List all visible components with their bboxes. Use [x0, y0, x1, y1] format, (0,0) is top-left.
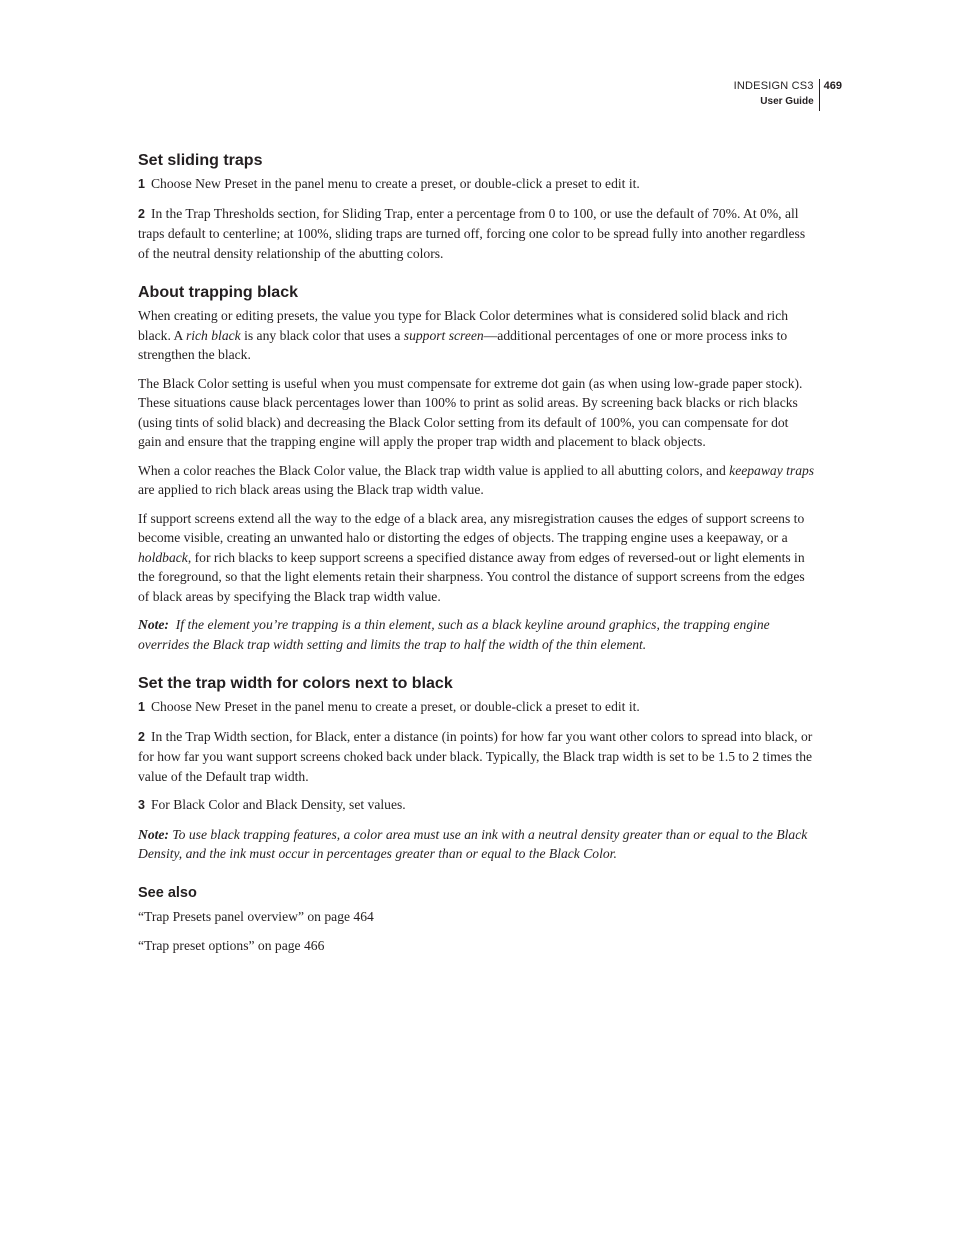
running-head-titles [734, 79, 820, 111]
paragraph [138, 461, 815, 500]
note [138, 615, 815, 654]
term-holdback: holdback [138, 549, 188, 565]
step [138, 174, 815, 195]
section-sliding-traps [138, 150, 815, 263]
paragraph [138, 509, 815, 607]
step-text: In the Trap Width section, for Black, enter a distance (in points) for how far you want other colors to spread into black, or for how far you want support screens choked back under black. Typically, the Black trap width is set to be 1.5 to 2 times the value of the Default trap width. [138, 728, 813, 784]
text-run: , for rich blacks to keep support screens a specified distance away from edges of reversed-out or light elements in the foreground, so that the light elements retain their sharpness. You control the distance of support screens from the edges of black areas by specifying the Black trap width value. [138, 549, 805, 604]
step [138, 204, 815, 264]
text-run: If support screens extend all the way to the edge of a black area, any misregistration causes the edges of support screens to become visible, creating an unwanted halo or distorting the edges of objects. The trapping engine uses a keepaway, or a [138, 510, 805, 545]
term-support-screen: support screen [403, 327, 484, 343]
step [138, 795, 815, 816]
term-keepaway-traps: keepaway traps [729, 462, 815, 478]
page-content [138, 150, 815, 966]
note-label: Note: [138, 617, 169, 632]
step [138, 697, 815, 718]
text-run: is any black color that uses a [240, 327, 404, 343]
step-text: For Black Color and Black Density, set values. [150, 797, 406, 812]
note-text: To use black trapping features, a color area must use an ink with a neutral density greater than or equal to the Black Density, and the ink must occur in percentages greater than or equal to the Black Color. [138, 826, 808, 861]
text-run: When a color reaches the Black Color value, the Black trap width value is applied to all abutting colors, and [138, 462, 730, 478]
product-name: INDESIGN CS3 [733, 80, 814, 92]
paragraph: The Black Color setting is useful when you must compensate for extreme dot gain (as when using low-grade paper stock). These situations cause black percentages lower than 100% to print as solid areas. By screening back blacks or rich blacks (using tints of solid black) and decreasing the Black Color setting from its default of 100%, you can compensate for dot gain and ensure that the trapping engine will apply the proper trap width and placement to black objects. [138, 375, 803, 449]
step-text: Choose New Preset in the panel menu to create a preset, or double-click a preset to edit it. [150, 176, 640, 191]
note [138, 825, 815, 864]
note-text: If the element you’re trapping is a thin element, such as a black keyline around graphics, the trapping engine overrides the Black trap width setting and limits the trap to half the width of the thin element. [138, 617, 770, 652]
text-run: —additional percentages of one or more process inks to strengthen the black. [138, 327, 788, 362]
term-rich-black: rich black [185, 327, 241, 343]
step [138, 727, 815, 787]
guide-name: User Guide [760, 96, 814, 107]
step-number: 2 [138, 206, 145, 221]
text-run: are applied to rich black areas using the Black trap width value. [138, 482, 484, 497]
section-see-also [138, 883, 815, 956]
step-number: 3 [138, 798, 145, 812]
step-text: Choose New Preset in the panel menu to create a preset, or double-click a preset to edit it. [150, 699, 640, 714]
heading-see-also: See also [138, 884, 197, 901]
text-run: When creating or editing presets, the value you type for Black Color determines what is considered solid black and rich black. A [138, 308, 789, 343]
cross-reference-link[interactable]: “Trap Presets panel overview” on page 464 [138, 908, 374, 924]
heading-trap-width-black: Set the trap width for colors next to black [138, 675, 453, 692]
step-text: In the Trap Thresholds section, for Sliding Trap, enter a percentage from 0 to 100, or use the default of 70%. At 0%, all traps default to centerline; at 100%, sliding traps are turned off, forcing one color to be spread fully into another regardless of the neutral density relationship of the abutting colors. [138, 205, 806, 261]
section-about-trapping-black [138, 282, 815, 654]
step-number: 1 [138, 177, 145, 191]
step-number: 1 [138, 700, 145, 714]
paragraph [138, 306, 815, 365]
section-trap-width-black [138, 673, 815, 864]
page-number: 469 [823, 80, 842, 92]
running-head [734, 79, 842, 111]
step-number: 2 [138, 729, 145, 744]
heading-sliding-traps: Set sliding traps [138, 152, 263, 169]
note-label: Note: [138, 826, 169, 842]
cross-reference-link[interactable]: “Trap preset options” on page 466 [138, 938, 325, 953]
heading-about-trapping-black: About trapping black [138, 284, 298, 301]
